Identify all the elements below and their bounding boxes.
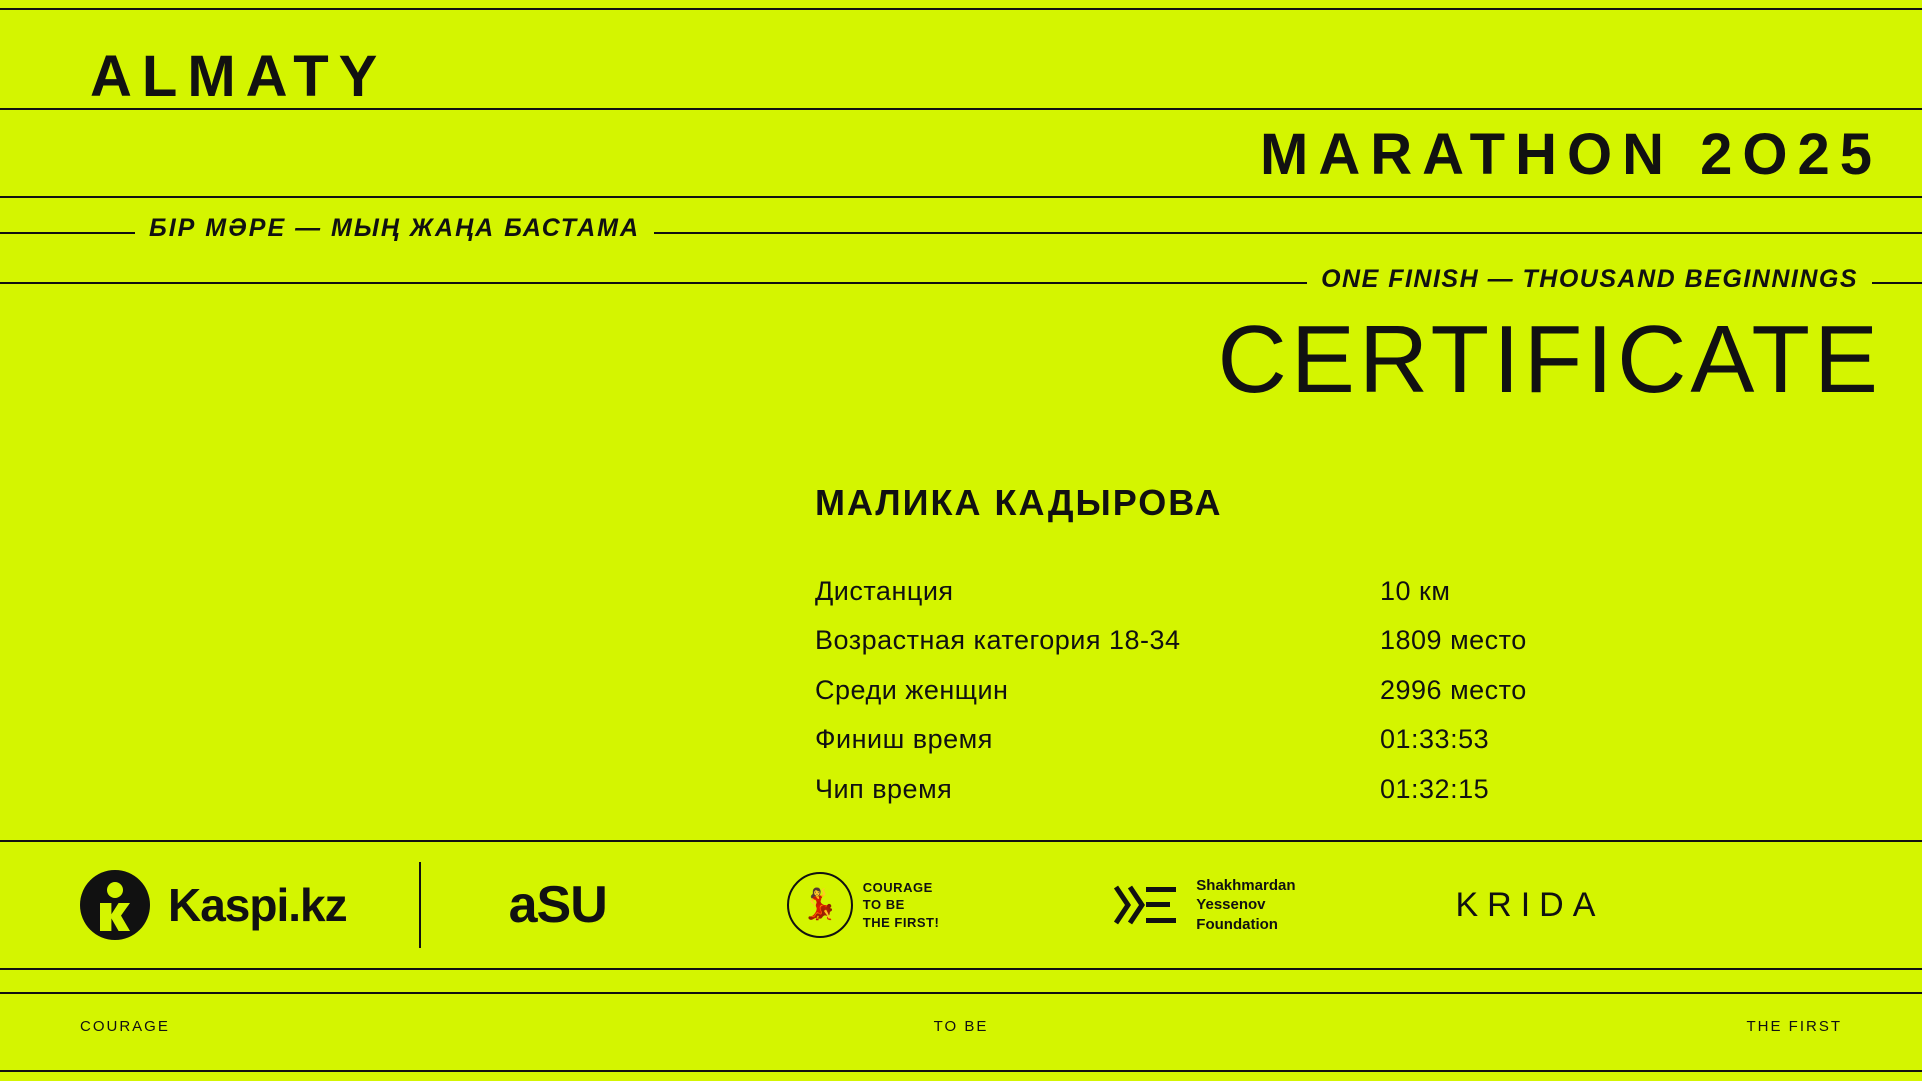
yessenov-foundation-logo-icon [1114, 883, 1184, 927]
divider-line [0, 1070, 1922, 1072]
detail-label: Дистанция [815, 576, 954, 606]
table-row [815, 674, 1625, 706]
detail-value: 2996 место [1380, 674, 1527, 705]
sponsor-shakhmardan-label [1196, 876, 1295, 935]
divider-line [0, 8, 1922, 10]
courage-line-2: TO BE [862, 897, 905, 913]
participant-name: МАЛИКА КАДЫРОВА [815, 482, 1223, 523]
divider-line [0, 992, 1922, 994]
footer-center: TO BE [933, 1018, 989, 1035]
tagline-kazakh: БІР МӘРЕ — МЫҢ ЖАҢА БАСТАМА [135, 216, 654, 241]
event-city: ALMATY [90, 44, 388, 109]
tagline-english: ONE FINISH — THOUSAND BEGINNINGS [1307, 267, 1872, 292]
shakh-line-3: Foundation [1196, 915, 1278, 933]
event-name: MARATHON 2O25 [1260, 122, 1882, 187]
kaspi-logo-icon [80, 870, 150, 940]
runner-figure-icon: 💃 [801, 888, 839, 921]
sponsor-shakhmardan-yessenov [1114, 876, 1295, 935]
shakh-line-1: Shakhmardan [1196, 876, 1296, 894]
sponsor-krida-label: KRIDA [1455, 885, 1605, 924]
sponsor-kaspi [80, 870, 347, 940]
footer-left: COURAGE [80, 1018, 170, 1035]
shakh-line-2: Yessenov [1196, 896, 1266, 914]
sponsor-kaspi-label: Kaspi.kz [168, 879, 347, 931]
detail-label: Среди женщин [815, 674, 1009, 705]
courage-line-3: THE FIRST! [862, 914, 940, 930]
sponsor-band [0, 840, 1922, 970]
page-title: CERTIFICATE [1217, 306, 1882, 413]
divider-line [0, 196, 1922, 198]
sponsor-krida [1456, 886, 1605, 925]
table-row [815, 624, 1625, 656]
sponsor-courage-label [863, 879, 940, 932]
table-row [815, 723, 1625, 755]
sponsor-asu [509, 875, 607, 935]
detail-value: 01:32:15 [1380, 773, 1490, 804]
detail-label: Возрастная категория 18-34 [815, 625, 1181, 656]
detail-value: 1809 место [1380, 625, 1527, 656]
footer-right: THE FIRST [1746, 1018, 1842, 1035]
courage-fund-logo-icon [787, 872, 853, 938]
table-row [815, 773, 1625, 805]
result-details [815, 575, 1625, 822]
courage-line-1: COURAGE [862, 879, 933, 895]
table-row [815, 575, 1625, 607]
detail-value: 10 км [1380, 576, 1451, 606]
detail-value: 01:33:53 [1380, 724, 1490, 755]
sponsor-asu-label: aSU [508, 876, 607, 934]
sponsor-courage-fund [787, 872, 940, 938]
detail-label: Финиш время [815, 724, 993, 755]
sponsor-divider [419, 862, 421, 948]
detail-label: Чип время [815, 773, 953, 804]
